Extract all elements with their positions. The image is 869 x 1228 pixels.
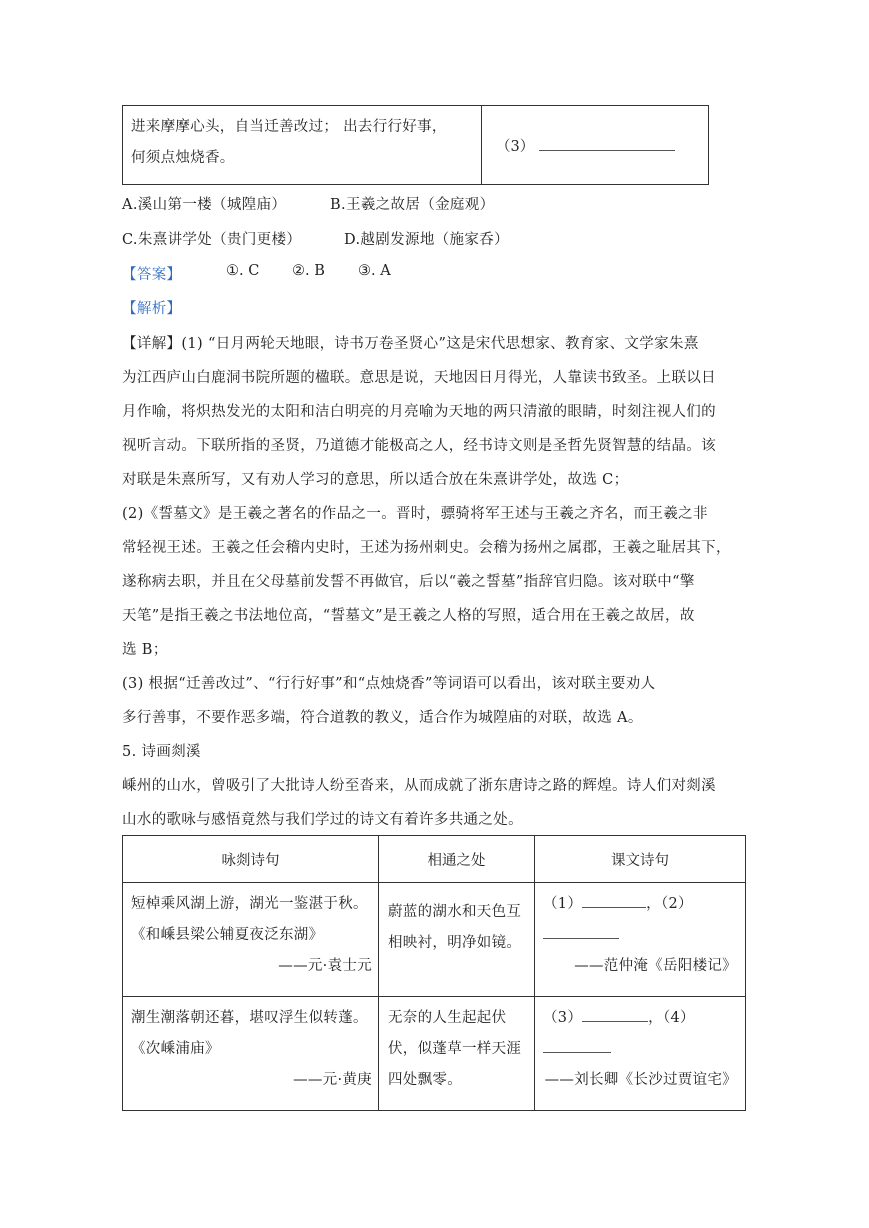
common-line: 蔚蓝的湖水和天色互: [388, 904, 522, 920]
poetry-table: [122, 835, 746, 1111]
analysis-line: 天笔”是指王羲之书法地位高，“誓墓文”是王羲之人格的写照，适合用在王羲之故居，故: [122, 608, 695, 624]
analysis-line: 为江西庐山白鹿洞书院所题的楹联。意思是说，天地因日月得光，人靠读书致圣。上联以日: [122, 370, 716, 386]
poem-line: 短棹乘风湖上游，湖光一鉴湛于秋。: [131, 896, 368, 912]
blank-line: [543, 920, 737, 951]
poem-author: ——元·黄庚: [293, 1072, 372, 1088]
analysis-line: (2)《誓墓文》是王羲之著名的作品之一。晋时，骠骑将军王述与王羲之齐名，而王羲之非: [122, 506, 708, 522]
common-line: 伏，似蓬草一样天涯: [388, 1041, 522, 1057]
blank-label-1: （1）: [543, 896, 583, 912]
top-table-right-cell: [482, 106, 709, 185]
poem-title: 《次嵊浦庙》: [131, 1041, 220, 1057]
analysis-line: 多行善事，不要作恶多端，符合道教的教义，适合作为城隍庙的对联，故选 A。: [122, 710, 643, 726]
top-table: [122, 105, 709, 185]
textbook-author: ——刘长卿《长沙过贾谊宅》: [544, 1072, 737, 1088]
common-line: 相映衬，明净如镜。: [388, 935, 522, 951]
analysis-line: 【详解】(1) “日月两轮天地眼，诗书万卷圣贤心”这是宋代思想家、教育家、文学家朱熹: [122, 336, 699, 352]
option-d: D.越剧发源地（施家呑）: [344, 232, 509, 248]
textbook-cell: [535, 997, 746, 1111]
table-row: [123, 883, 746, 997]
header-common: 相通之处: [379, 836, 535, 883]
header-poem: 咏剡诗句: [123, 836, 379, 883]
answer-3: ③. A: [358, 263, 391, 279]
poem-line: 潮生潮落朝还暮，堪叹浮生似转蓬。: [131, 1010, 368, 1026]
common-cell: [379, 883, 535, 997]
analysis-tag: 【解析】: [122, 301, 182, 317]
table-row: [123, 997, 746, 1111]
common-cell: [379, 997, 535, 1111]
top-table-left-cell: [123, 106, 482, 185]
blank-label-2: ，（2）: [646, 896, 693, 912]
answer-blank-2[interactable]: [543, 924, 619, 939]
textbook-author: ——范仲淹《岳阳楼记》: [574, 958, 737, 974]
option-a: A.溪山第一楼（城隍庙）: [122, 197, 287, 213]
analysis-line: 对联是朱熹所写，又有劝人学习的意思，所以适合放在朱熹讲学处，故选 C；: [122, 472, 629, 488]
analysis-line: 选 B；: [122, 642, 168, 658]
textbook-cell: [535, 883, 746, 997]
blank-line: [543, 1003, 737, 1034]
blank-label-4: ，（4）: [648, 1010, 695, 1026]
question-heading: 5. 诗画剡溪: [122, 744, 201, 760]
option-c: C.朱熹讲学处（贵门更楼）: [122, 232, 302, 248]
intro-line: 嵊州的山水，曾吸引了大批诗人纷至沓来，从而成就了浙东唐诗之路的辉煌。诗人们对剡溪: [122, 778, 716, 794]
couplet-line-2: 何须点烛烧香。: [131, 150, 235, 166]
poem-author: ——元·袁士元: [278, 958, 372, 974]
analysis-line: 视听言动。下联所指的圣贤，乃道德才能极高之人，经书诗文则是圣哲先贤智慧的结晶。该: [122, 438, 716, 454]
answer-blank-1[interactable]: [582, 893, 646, 908]
analysis-line: 月作喻，将炽热发光的太阳和洁白明亮的月亮喻为天地的两只清澈的眼睛，时刻注视人们的: [122, 404, 716, 420]
poem-cell: [123, 997, 379, 1111]
header-textbook: 课文诗句: [535, 836, 746, 883]
couplet-line-1: 进来摩摩心头，自当迁善改过； 出去行行好事，: [131, 119, 447, 135]
answer-blank-3[interactable]: [539, 136, 675, 151]
analysis-line: (3) 根据“迁善改过”、“行行好事”和“点烛烧香”等词语可以看出，该对联主要劝人: [122, 676, 656, 692]
answer-blank-3b[interactable]: [582, 1007, 648, 1022]
common-line: 无奈的人生起起伏: [388, 1010, 507, 1026]
answer-blank-4[interactable]: [543, 1038, 611, 1053]
answer-label-3: （3）: [496, 138, 535, 155]
common-line: 四处飘零。: [388, 1072, 462, 1088]
answer-1: ①. C: [226, 263, 260, 279]
analysis-line: 遂称病去职，并且在父母墓前发誓不再做官，后以“羲之誓墓”指辞官归隐。该对联中“擎: [122, 574, 695, 590]
blank-label-3: （3）: [543, 1010, 583, 1026]
poem-title: 《和嵊县梁公辅夏夜泛东湖》: [131, 927, 324, 943]
answer-tag: 【答案】: [122, 267, 182, 283]
intro-line: 山水的歌咏与感悟竟然与我们学过的诗文有着许多共通之处。: [122, 812, 523, 828]
analysis-line: 常轻视王述。王羲之任会稽内史时，王述为扬州刺史。会稽为扬州之属郡，王羲之耻居其下，: [122, 540, 731, 556]
poem-cell: [123, 883, 379, 997]
blank-line: [543, 1034, 737, 1065]
blank-line: [543, 889, 737, 920]
option-b: B.王羲之故居（金庭观）: [330, 197, 495, 213]
answer-2: ②. B: [292, 263, 325, 279]
